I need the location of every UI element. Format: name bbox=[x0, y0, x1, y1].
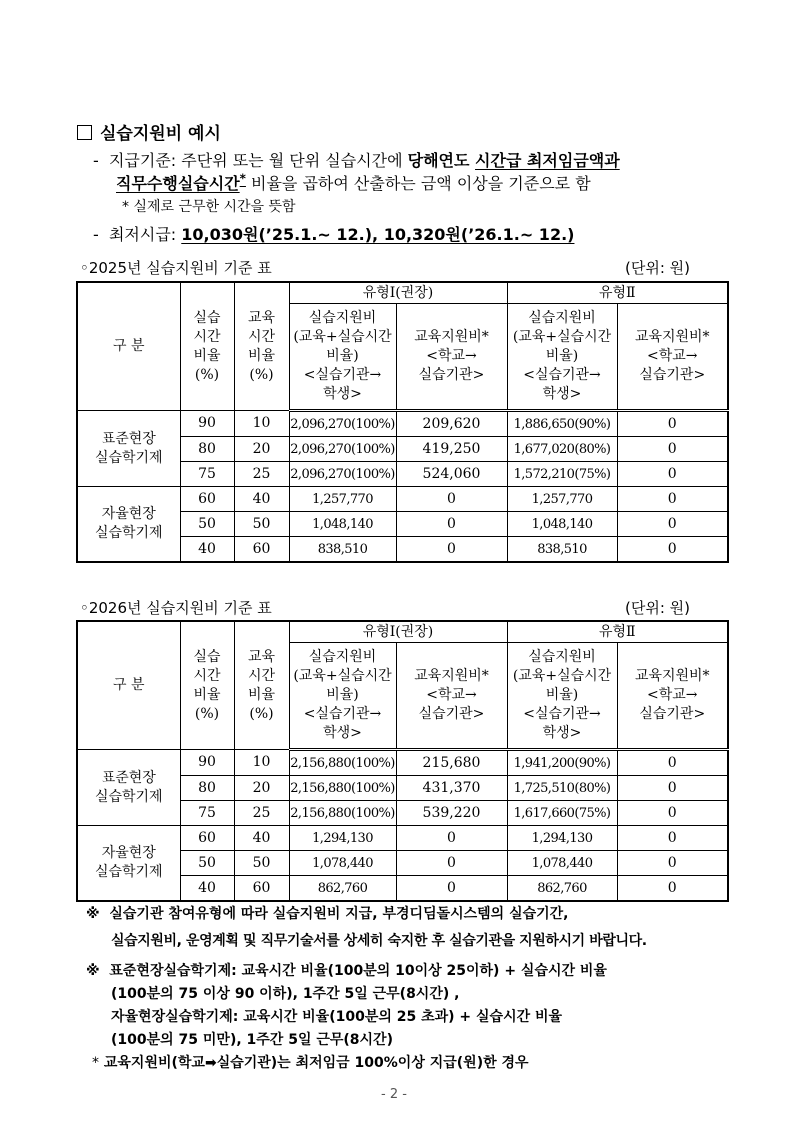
table-cell: 1,078,440 bbox=[289, 851, 396, 876]
support-table-2026 bbox=[76, 620, 729, 902]
table-cell: 419,250 bbox=[396, 437, 507, 462]
table-cell: 524,060 bbox=[396, 462, 507, 487]
table-cell: 1,257,770 bbox=[507, 487, 617, 512]
table-cell: 0 bbox=[396, 851, 507, 876]
table-cell: 2,156,880(100%) bbox=[289, 801, 396, 826]
table-cell: 0 bbox=[617, 801, 728, 826]
table-cell: 1,725,510(80%) bbox=[507, 776, 617, 801]
page-number: - 2 - bbox=[381, 1087, 407, 1102]
header-type2-edu-support: 교육지원비* <학교→ 실습기관> bbox=[617, 304, 728, 411]
header-type2-edu-support: 교육지원비* <학교→ 실습기관> bbox=[617, 643, 728, 750]
table-cell: 60 bbox=[180, 487, 234, 512]
criteria-footnote: * 실제로 근무한 시간을 뜻함 bbox=[122, 199, 296, 215]
table-cell: 431,370 bbox=[396, 776, 507, 801]
table-cell: 20 bbox=[234, 437, 289, 462]
table-cell: 0 bbox=[617, 462, 728, 487]
table-cell: 1,048,140 bbox=[507, 512, 617, 537]
note-2: ※ 표준현장실습학기제: 교육시간 비율(100분의 10이상 25이하) + 실습시간 비율 bbox=[86, 963, 607, 979]
table-cell: 50 bbox=[180, 851, 234, 876]
header-type1-support: 실습지원비 (교육+실습시간 비율) <실습기관→ 학생> bbox=[289, 643, 396, 750]
header-practice-ratio: 실습 시간 비율 (%) bbox=[180, 621, 234, 750]
table-cell: 1,078,440 bbox=[507, 851, 617, 876]
table-cell: 1,048,140 bbox=[289, 512, 396, 537]
note-1: ※ 실습기관 참여유형에 따라 실습지원비 지급, 부경디딤돌시스템의 실습기간, bbox=[86, 906, 569, 922]
table-cell: 25 bbox=[234, 801, 289, 826]
table-cell: 10 bbox=[234, 750, 289, 776]
header-practice-ratio: 실습 시간 비율 (%) bbox=[180, 282, 234, 411]
table-cell: 1,677,020(80%) bbox=[507, 437, 617, 462]
table-cell: 50 bbox=[180, 512, 234, 537]
table-cell: 0 bbox=[617, 876, 728, 902]
table-cell: 1,886,650(90%) bbox=[507, 411, 617, 437]
table-cell: 90 bbox=[180, 750, 234, 776]
table-cell: 80 bbox=[180, 437, 234, 462]
table-cell: 10 bbox=[234, 411, 289, 437]
table-cell: 862,760 bbox=[289, 876, 396, 902]
table-cell: 80 bbox=[180, 776, 234, 801]
table-cell: 2,156,880(100%) bbox=[289, 750, 396, 776]
table-cell: 60 bbox=[234, 537, 289, 563]
header-type-2: 유형Ⅱ bbox=[507, 621, 728, 643]
table-cell: 50 bbox=[234, 512, 289, 537]
criteria-line-1: - 지급기준: 주단위 또는 월 단위 실습시간에 당해연도 시간급 최저임금액과 bbox=[93, 151, 620, 170]
table-cell: 0 bbox=[396, 512, 507, 537]
table-cell: 0 bbox=[396, 487, 507, 512]
table-cell: 40 bbox=[180, 876, 234, 902]
note-1-cont: 실습지원비, 운영계획 및 직무기술서를 상세히 숙지한 후 실습기관을 지원하시기 바랍니다. bbox=[111, 933, 647, 949]
header-edu-ratio: 교육 시간 비율 (%) bbox=[234, 282, 289, 411]
group-label: 자율현장 실습학기제 bbox=[77, 826, 180, 902]
header-gubun: 구 분 bbox=[77, 621, 180, 750]
note-2-cont-2: 자율현장실습학기제: 교육시간 비율(100분의 25 초과) + 실습시간 비율 bbox=[111, 1009, 563, 1025]
header-type-2: 유형Ⅱ bbox=[507, 282, 728, 304]
table-cell: 209,620 bbox=[396, 411, 507, 437]
table-2-unit: (단위: 원) bbox=[625, 599, 690, 617]
group-label: 자율현장 실습학기제 bbox=[77, 487, 180, 563]
header-type-1: 유형Ⅰ(권장) bbox=[289, 621, 507, 643]
table-row bbox=[77, 750, 728, 776]
table-cell: 0 bbox=[617, 826, 728, 851]
table-cell: 1,257,770 bbox=[289, 487, 396, 512]
table-cell: 75 bbox=[180, 801, 234, 826]
header-edu-ratio: 교육 시간 비율 (%) bbox=[234, 621, 289, 750]
table-2-caption: ◦2026년 실습지원비 기준 표 bbox=[80, 599, 272, 617]
table-cell: 215,680 bbox=[396, 750, 507, 776]
table-cell: 0 bbox=[617, 487, 728, 512]
table-1-caption: ◦2025년 실습지원비 기준 표 bbox=[80, 259, 272, 277]
header-type2-support: 실습지원비 (교육+실습시간 비율) <실습기관→ 학생> bbox=[507, 304, 617, 411]
support-table-2025 bbox=[76, 281, 729, 563]
table-cell: 2,096,270(100%) bbox=[289, 462, 396, 487]
table-cell: 40 bbox=[234, 487, 289, 512]
table-cell: 0 bbox=[617, 437, 728, 462]
group-label: 표준현장 실습학기제 bbox=[77, 411, 180, 487]
table-cell: 838,510 bbox=[289, 537, 396, 563]
header-type1-edu-support: 교육지원비* <학교→ 실습기관> bbox=[396, 643, 507, 750]
table-row bbox=[77, 411, 728, 437]
table-cell: 25 bbox=[234, 462, 289, 487]
table-1-unit: (단위: 원) bbox=[625, 259, 690, 277]
note-2-cont-1: (100분의 75 이상 90 이하), 1주간 5일 근무(8시간) , bbox=[111, 986, 460, 1002]
table-cell: 1,572,210(75%) bbox=[507, 462, 617, 487]
table-cell: 1,617,660(75%) bbox=[507, 801, 617, 826]
table-cell: 2,096,270(100%) bbox=[289, 437, 396, 462]
header-type2-support: 실습지원비 (교육+실습시간 비율) <실습기관→ 학생> bbox=[507, 643, 617, 750]
table-cell: 862,760 bbox=[507, 876, 617, 902]
table-cell: 2,096,270(100%) bbox=[289, 411, 396, 437]
table-cell: 0 bbox=[396, 876, 507, 902]
table-cell: 60 bbox=[234, 876, 289, 902]
table-cell: 0 bbox=[617, 537, 728, 563]
checkbox-square-icon bbox=[77, 125, 92, 140]
note-3: * 교육지원비(학교➡실습기관)는 최저임금 100%이상 지급(원)한 경우 bbox=[92, 1055, 529, 1071]
table-cell: 539,220 bbox=[396, 801, 507, 826]
header-gubun: 구 분 bbox=[77, 282, 180, 411]
table-cell: 90 bbox=[180, 411, 234, 437]
table-cell: 75 bbox=[180, 462, 234, 487]
right-arrow-icon: ➡ bbox=[204, 1055, 217, 1071]
table-row bbox=[77, 826, 728, 851]
table-cell: 0 bbox=[617, 411, 728, 437]
table-cell: 0 bbox=[617, 512, 728, 537]
header-type-1: 유형Ⅰ(권장) bbox=[289, 282, 507, 304]
header-type1-edu-support: 교육지원비* <학교→ 실습기관> bbox=[396, 304, 507, 411]
table-cell: 40 bbox=[180, 537, 234, 563]
table-cell: 20 bbox=[234, 776, 289, 801]
table-cell: 0 bbox=[396, 826, 507, 851]
group-label: 표준현장 실습학기제 bbox=[77, 750, 180, 826]
section-title: 실습지원비 예시 bbox=[77, 119, 221, 144]
table-cell: 40 bbox=[234, 826, 289, 851]
table-cell: 838,510 bbox=[507, 537, 617, 563]
table-cell: 0 bbox=[617, 750, 728, 776]
table-cell: 0 bbox=[617, 851, 728, 876]
table-cell: 1,941,200(90%) bbox=[507, 750, 617, 776]
table-cell: 1,294,130 bbox=[289, 826, 396, 851]
table-cell: 50 bbox=[234, 851, 289, 876]
table-cell: 0 bbox=[396, 537, 507, 563]
header-type1-support: 실습지원비 (교육+실습시간 비율) <실습기관→ 학생> bbox=[289, 304, 396, 411]
criteria-line-2: 직무수행실습시간* 비율을 곱하여 산출하는 금액 이상을 기준으로 함 bbox=[116, 171, 591, 193]
table-cell: 1,294,130 bbox=[507, 826, 617, 851]
minimum-wage-line: - 최저시급: 10,030원(’25.1.~ 12.), 10,320원(’26.1.~ 12.) bbox=[93, 225, 575, 244]
table-cell: 60 bbox=[180, 826, 234, 851]
table-cell: 2,156,880(100%) bbox=[289, 776, 396, 801]
table-cell: 0 bbox=[617, 776, 728, 801]
note-2-cont-3: (100분의 75 미만), 1주간 5일 근무(8시간) bbox=[111, 1032, 393, 1048]
table-row bbox=[77, 487, 728, 512]
